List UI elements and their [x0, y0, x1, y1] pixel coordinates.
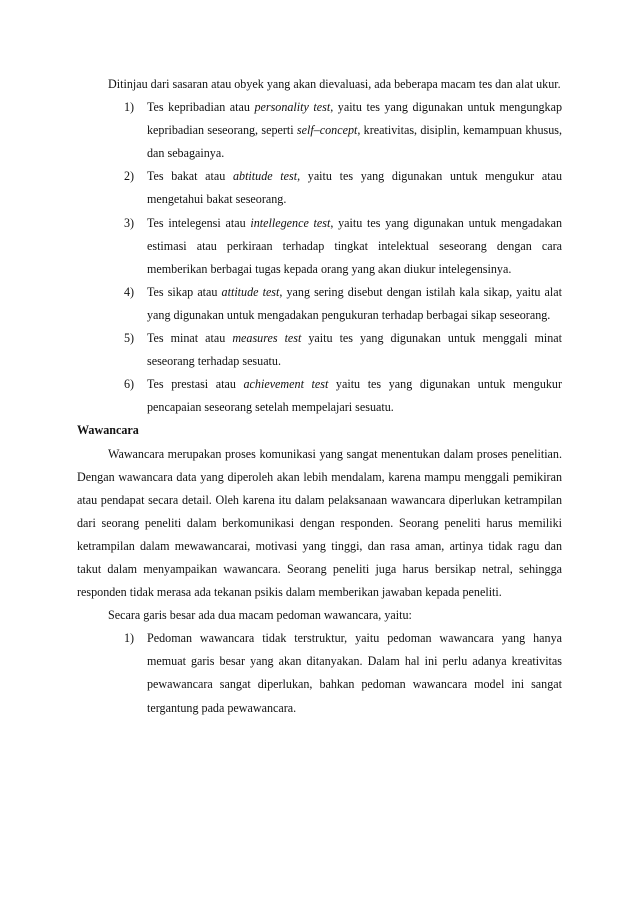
list-number: 4) — [124, 284, 135, 299]
guide-list — [77, 627, 562, 719]
item-term: intellegence test — [250, 215, 331, 230]
item-text: , yaitu tes yang digunakan untuk mengadakan estimasi atau perkiraan terhadap tingkat intelektual seseorang dengan cara memberikan berbagai tugas kepada orang yang akan diukur intelegensinya. — [147, 215, 562, 276]
list-item — [124, 327, 562, 373]
list-item — [124, 281, 562, 327]
section-paragraph: Secara garis besar ada dua macam pedoman wawancara, yaitu: — [108, 608, 412, 623]
item-term: self–concept — [296, 123, 358, 138]
list-number: 5) — [124, 331, 135, 346]
item-text: Tes bakat atau — [147, 169, 233, 184]
section-paragraph: Wawancara merupakan proses komunikasi yang sangat menentukan dalam proses penelitian. Dengan wawancara data yang diperoleh akan lebih mendalam, karena mampu menggali pemikiran atau pendapat secara detail. Oleh karena itu dalam pelaksanaan wawancara diperlukan ketrampilan dari seorang peneliti dalam berkomunikasi dengan responden. Seorang peneliti harus memiliki ketrampilan dalam mewawancarai, motivasi yang tinggi, dan rasa aman, artinya tidak ragu dan takut dalam menyampaikan wawancara. Seorang peneliti juga harus bersikap netral, sehingga responden tidak merasa ada tekanan psikis dalam memberikan jawaban kepada peneliti. — [77, 446, 562, 600]
test-type-list — [77, 96, 562, 419]
item-text: Tes sikap atau — [147, 284, 222, 299]
list-item — [124, 373, 562, 419]
item-term: attitude test — [221, 284, 280, 299]
item-text: Tes minat atau — [147, 331, 233, 346]
item-term: personality test — [254, 100, 331, 115]
item-text: , kreativitas, disiplin, kemampuan khusus, dan sebagainya. — [147, 123, 562, 161]
list-number: 2) — [124, 169, 135, 184]
list-number: 3) — [124, 215, 135, 230]
item-term: measures test — [232, 331, 302, 346]
item-text: yaitu tes yang digunakan untuk menggali minat seseorang terhadap sesuatu. — [147, 331, 563, 369]
item-term: abtitude test — [232, 169, 298, 184]
list-item — [124, 627, 562, 719]
item-text: , yang sering disebut dengan istilah kala sikap, yaitu alat yang digunakan untuk mengadakan pengukuran terhadap berbagai sikap seseorang. — [147, 284, 562, 322]
item-text: Tes prestasi atau — [147, 377, 244, 392]
list-number: 1) — [124, 631, 135, 646]
item-text: Pedoman wawancara tidak terstruktur, yaitu pedoman wawancara yang hanya memuat garis besar yang akan ditanyakan. Dalam hal ini perlu adanya kreativitas pewawancara sangat diperlukan, bahkan pedoman wawancara model ini sangat tergantung pada pewawancara. — [147, 631, 562, 715]
item-text: , yaitu tes yang digunakan untuk mengungkap kepribadian seseorang, seperti — [147, 100, 562, 138]
list-item — [124, 212, 562, 281]
list-number: 1) — [124, 100, 135, 115]
item-text: yaitu tes yang digunakan untuk mengukur pencapaian seseorang setelah mempelajari sesuatu. — [147, 377, 562, 415]
item-term: achievement test — [243, 377, 329, 392]
list-number: 6) — [124, 377, 135, 392]
intro-paragraph: Ditinjau dari sasaran atau obyek yang akan dievaluasi, ada beberapa macam tes dan alat ukur. — [108, 77, 561, 91]
item-text: , yaitu tes yang digunakan untuk mengukur atau mengetahui bakat seseorang. — [147, 169, 563, 207]
list-item — [124, 96, 562, 165]
section-heading: Wawancara — [77, 423, 139, 438]
item-text: Tes intelegensi atau — [147, 215, 251, 230]
item-text: Tes kepribadian atau — [147, 100, 255, 115]
list-item — [124, 165, 562, 211]
